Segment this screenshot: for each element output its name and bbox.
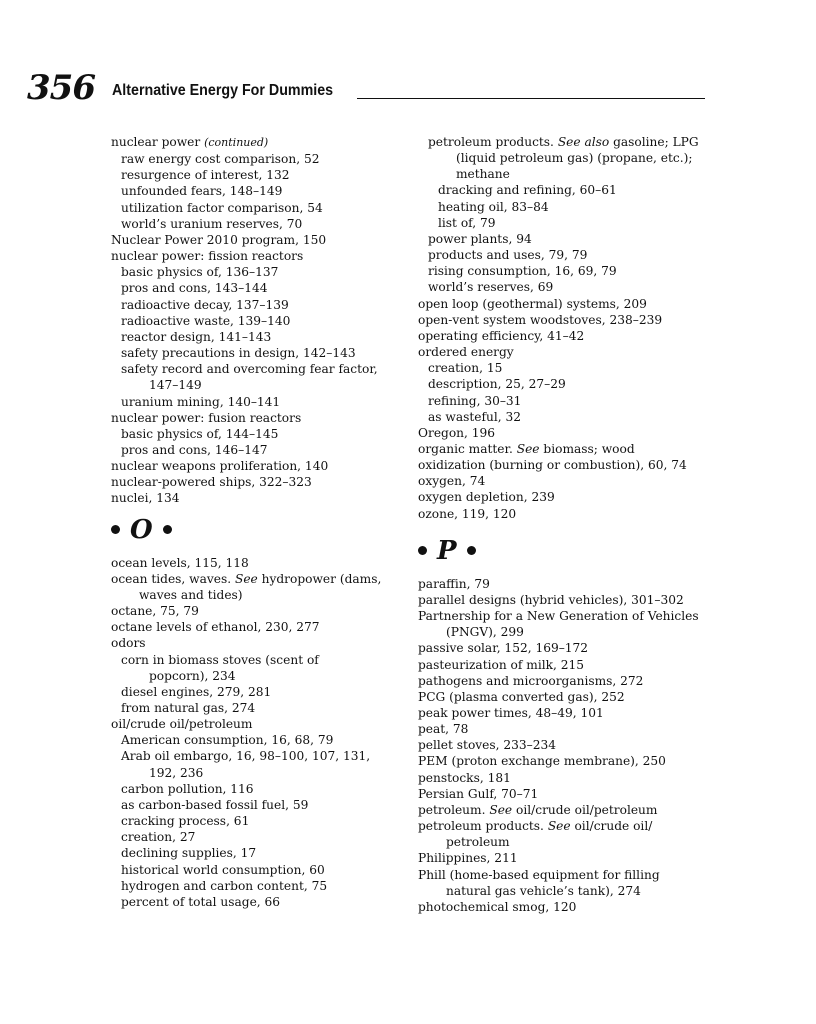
entry-text: octane, 75, 79 <box>111 604 199 619</box>
entry-text: description, 25, 27–29 <box>428 377 566 392</box>
entry-text: pasteurization of milk, 215 <box>418 657 585 672</box>
entry-text: corn in biomass stoves (scent of <box>121 652 319 667</box>
bullet-dot <box>418 546 427 555</box>
index-entry <box>418 279 718 295</box>
index-entry <box>418 657 718 673</box>
bullet-dot <box>111 525 120 534</box>
index-entry <box>111 862 401 878</box>
entry-text: petroleum products. <box>418 819 548 834</box>
index-entry <box>418 441 718 457</box>
see-reference: See <box>234 571 258 586</box>
entry-text: Arab oil embargo, 16, 98–100, 107, 131, <box>121 749 371 764</box>
entry-text: Persian Gulf, 70–71 <box>418 786 539 801</box>
entry-text: declining supplies, 17 <box>121 846 257 861</box>
index-entry <box>111 458 401 474</box>
index-entry <box>111 134 401 151</box>
index-entry <box>111 232 401 248</box>
entry-text: Philippines, 211 <box>418 851 518 866</box>
entry-text: diesel engines, 279, 281 <box>121 684 272 699</box>
section-heading-o <box>111 515 401 545</box>
entry-text: nuclear power: fusion reactors <box>111 410 302 425</box>
entry-text: ordered energy <box>418 345 514 360</box>
entry-text: passive solar, 152, 169–172 <box>418 641 589 656</box>
section-letter: O <box>130 514 153 545</box>
index-entry <box>111 474 401 490</box>
index-entry <box>418 457 718 473</box>
bullet-dot <box>467 546 476 555</box>
index-entry <box>418 608 718 640</box>
entry-text: PEM (proton exchange membrane), 250 <box>418 754 666 769</box>
entry-text: unfounded fears, 148–149 <box>121 184 283 199</box>
section-heading-p <box>418 536 718 566</box>
index-entry <box>111 571 401 603</box>
index-entry <box>418 576 718 592</box>
index-entry <box>111 619 401 635</box>
index-entry <box>418 592 718 608</box>
index-entry <box>111 732 401 748</box>
index-entry <box>111 813 401 829</box>
entry-text: penstocks, 181 <box>418 770 511 785</box>
section-letter: P <box>437 535 457 566</box>
index-entry <box>111 781 401 797</box>
entry-text: list of, 79 <box>438 215 496 230</box>
entry-text: basic physics of, 136–137 <box>121 265 279 280</box>
entry-text: oxygen depletion, 239 <box>418 490 555 505</box>
entry-text: hydrogen and carbon content, 75 <box>121 878 328 893</box>
entry-text: cracking process, 61 <box>121 814 250 829</box>
index-entry <box>111 280 401 296</box>
index-entry <box>418 640 718 656</box>
index-entry <box>418 489 718 505</box>
entry-text: raw energy cost comparison, 52 <box>121 152 320 167</box>
entry-text: odors <box>111 636 146 651</box>
entry-continuation: (PNGV), 299 <box>446 625 524 640</box>
index-entry <box>111 248 401 264</box>
entry-text-after: oil/crude oil/petroleum <box>512 802 658 817</box>
entry-text: safety precautions in design, 142–143 <box>121 346 356 361</box>
entry-text: creation, 27 <box>121 830 196 845</box>
index-entry <box>418 393 718 409</box>
entry-text: nuclear power: fission reactors <box>111 249 304 264</box>
entry-text: oxygen, 74 <box>418 474 486 489</box>
entry-text: from natural gas, 274 <box>121 701 256 715</box>
index-entry <box>111 151 401 167</box>
index-entry <box>418 737 718 753</box>
entry-text: octane levels of ethanol, 230, 277 <box>111 620 320 635</box>
entry-text: creation, 15 <box>428 361 503 376</box>
entry-text: power plants, 94 <box>428 231 532 246</box>
index-entry <box>418 263 718 279</box>
index-entry <box>111 797 401 813</box>
index-entry <box>111 490 401 506</box>
entry-text: nuclear weapons proliferation, 140 <box>111 459 329 474</box>
entry-text: resurgence of interest, 132 <box>121 168 290 183</box>
entry-text: oxidization (burning or combustion), 60, 74 <box>418 458 687 473</box>
index-entry <box>111 200 401 216</box>
right-column <box>418 134 718 915</box>
entries-o <box>111 555 401 910</box>
entry-text: parallel designs (hybrid vehicles), 301–302 <box>418 592 684 607</box>
entry-text: paraffin, 79 <box>418 576 490 591</box>
entry-text-after: biomass; wood <box>539 441 635 456</box>
index-entry <box>111 700 401 716</box>
entry-text: organic matter. <box>418 441 517 456</box>
index-entry <box>111 313 401 329</box>
entry-text: ozone, 119, 120 <box>418 506 517 521</box>
entry-text: petroleum. <box>418 802 490 817</box>
entries-p <box>418 576 718 915</box>
entry-text: basic physics of, 144–145 <box>121 426 279 441</box>
index-entry <box>111 684 401 700</box>
entry-text: pathogens and microorganisms, 272 <box>418 673 644 688</box>
index-entry <box>111 878 401 894</box>
entry-text: nuclear power <box>111 135 205 149</box>
index-entry <box>418 328 718 344</box>
index-entry <box>111 410 401 426</box>
entry-text: open loop (geothermal) systems, 209 <box>418 296 647 311</box>
book-title: Alternative Energy For Dummies <box>112 82 334 99</box>
index-entry <box>418 182 718 198</box>
entry-text: dracking and refining, 60–61 <box>438 183 617 198</box>
entry-text: world’s uranium reserves, 70 <box>121 216 303 231</box>
entry-text: heating oil, 83–84 <box>438 199 549 214</box>
entry-text: PCG (plasma converted gas), 252 <box>418 689 625 704</box>
entry-text: nuclei, 134 <box>111 491 180 506</box>
index-entry <box>418 802 718 818</box>
entry-text: as wasteful, 32 <box>428 409 521 424</box>
entry-continuation: popcorn), 234 <box>149 668 236 683</box>
entry-text: as carbon-based fossil fuel, 59 <box>121 797 309 812</box>
entry-text: Nuclear Power 2010 program, 150 <box>111 232 327 247</box>
index-entry <box>418 818 718 850</box>
entry-text: utilization factor comparison, 54 <box>121 200 323 215</box>
index-entry <box>111 426 401 442</box>
entry-text: reactor design, 141–143 <box>121 329 272 344</box>
entry-text: ocean tides, waves. <box>111 571 235 586</box>
entry-text: carbon pollution, 116 <box>121 781 254 796</box>
entry-text: operating efficiency, 41–42 <box>418 328 585 343</box>
entry-text: percent of total usage, 66 <box>121 894 281 909</box>
entry-text: Oregon, 196 <box>418 425 496 440</box>
entry-text: products and uses, 79, 79 <box>428 248 588 263</box>
entry-continuation: methane <box>456 167 510 182</box>
index-entry <box>111 345 401 361</box>
index-entry <box>418 721 718 737</box>
index-entry <box>111 361 401 393</box>
entry-continuation: 192, 236 <box>149 765 204 780</box>
index-entry <box>418 425 718 441</box>
entries-o-cont <box>418 134 718 522</box>
index-entry <box>111 167 401 183</box>
see-reference: See <box>547 819 571 834</box>
header-rule <box>357 98 705 99</box>
entry-text: oil/crude oil/petroleum <box>111 717 253 732</box>
page-number: 356 <box>27 68 95 108</box>
left-column <box>111 134 401 910</box>
entry-text-after: oil/crude oil/ <box>570 819 653 834</box>
entry-text: radioactive decay, 137–139 <box>121 297 289 312</box>
entry-text: Partnership for a New Generation of Vehicles <box>418 609 699 624</box>
index-entry <box>111 555 401 571</box>
index-entry <box>111 603 401 619</box>
index-entry <box>111 716 401 732</box>
index-entry <box>418 867 718 899</box>
entry-text: pellet stoves, 233–234 <box>418 738 557 753</box>
index-entry <box>418 296 718 312</box>
index-entry <box>418 312 718 328</box>
entry-text: uranium mining, 140–141 <box>121 394 281 409</box>
entry-text: pros and cons, 146–147 <box>121 442 268 457</box>
entry-text-after: gasoline; LPG <box>609 135 699 149</box>
entry-text: nuclear-powered ships, 322–323 <box>111 475 312 490</box>
index-entry <box>418 360 718 376</box>
index-entry <box>418 247 718 263</box>
entry-text: safety record and overcoming fear factor, <box>121 362 378 377</box>
entry-text: ocean levels, 115, 118 <box>111 555 249 570</box>
index-entry <box>418 473 718 489</box>
index-entry <box>418 753 718 769</box>
index-entry <box>111 635 401 651</box>
index-entry <box>111 442 401 458</box>
entry-continuation: waves and tides) <box>139 587 243 602</box>
entry-text: open-vent system woodstoves, 238–239 <box>418 312 663 327</box>
continued-label: (continued) <box>204 136 269 149</box>
entries-n <box>111 134 401 507</box>
see-reference: See <box>489 802 513 817</box>
index-entry <box>111 894 401 910</box>
index-entry <box>418 673 718 689</box>
entry-text: peak power times, 48–49, 101 <box>418 706 604 720</box>
index-entry <box>418 409 718 425</box>
index-entry <box>418 689 718 705</box>
entry-continuation: (liquid petroleum gas) (propane, etc.); <box>456 151 693 166</box>
index-entry <box>111 329 401 345</box>
index-entry <box>111 297 401 313</box>
index-entry <box>418 770 718 786</box>
index-entry <box>418 376 718 392</box>
index-entry <box>111 183 401 199</box>
index-entry <box>418 786 718 802</box>
entry-text: pros and cons, 143–144 <box>121 281 268 296</box>
entry-continuation: petroleum <box>446 835 510 850</box>
index-entry <box>418 199 718 215</box>
entry-text: Phill (home-based equipment for filling <box>418 867 660 882</box>
index-entry <box>418 850 718 866</box>
index-entry <box>111 394 401 410</box>
index-entry <box>418 231 718 247</box>
entry-text: world’s reserves, 69 <box>428 280 554 295</box>
index-entry <box>418 215 718 231</box>
index-entry <box>111 652 401 684</box>
entry-text: rising consumption, 16, 69, 79 <box>428 264 617 279</box>
index-entry <box>418 344 718 360</box>
index-entry <box>418 506 718 522</box>
entry-text: American consumption, 16, 68, 79 <box>121 733 334 748</box>
entry-continuation: 147–149 <box>149 378 202 393</box>
index-entry <box>418 134 718 182</box>
page-header <box>27 68 707 108</box>
index-entry <box>111 264 401 280</box>
entry-text: historical world consumption, 60 <box>121 862 325 877</box>
index-entry <box>111 829 401 845</box>
see-reference: See also <box>557 135 610 149</box>
entry-continuation: natural gas vehicle’s tank), 274 <box>446 883 641 898</box>
see-reference: See <box>516 441 540 456</box>
entry-text: radioactive waste, 139–140 <box>121 313 291 328</box>
index-entry <box>111 216 401 232</box>
bullet-dot <box>163 525 172 534</box>
index-entry <box>111 845 401 861</box>
index-entry <box>418 705 718 721</box>
index-entry <box>418 899 718 915</box>
entry-text: photochemical smog, 120 <box>418 899 577 914</box>
entry-text: peat, 78 <box>418 722 469 737</box>
entry-text: petroleum products. <box>428 135 558 149</box>
entry-text-after: hydropower (dams, <box>257 571 382 586</box>
index-entry <box>111 748 401 780</box>
entry-text: refining, 30–31 <box>428 393 522 408</box>
